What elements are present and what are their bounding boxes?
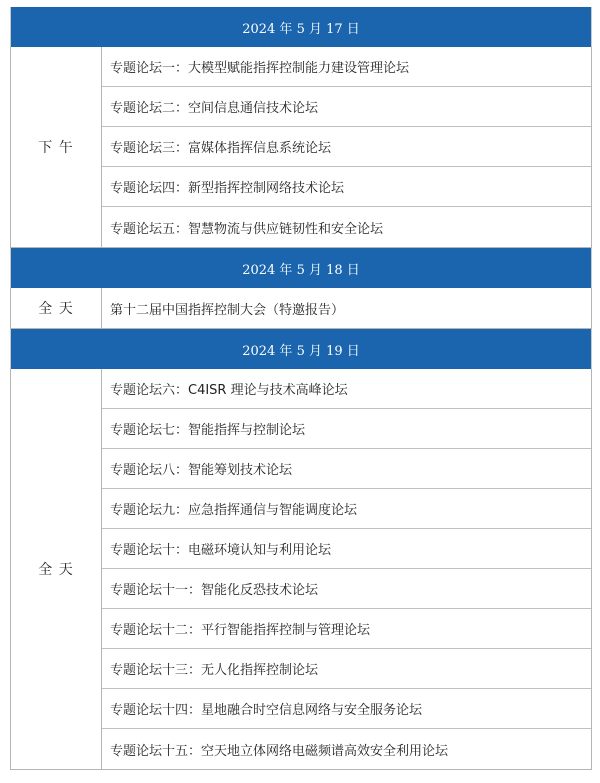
date-header-may-17: 2024 年 5 月 17 日 — [10, 7, 592, 47]
date-header-may-19: 2024 年 5 月 19 日 — [10, 329, 592, 369]
period-full-day: 全 天 — [11, 288, 102, 328]
session-row: 第十二届中国指挥控制大会（特邀报告） — [110, 302, 345, 318]
session-row: 专题论坛二：空间信息通信技术论坛 — [102, 87, 591, 127]
session-row: 专题论坛七：智能指挥与控制论坛 — [102, 409, 591, 449]
session-row: 专题论坛八：智能筹划技术论坛 — [102, 449, 591, 489]
schedule-table — [10, 7, 592, 774]
period-afternoon: 下 午 — [11, 47, 102, 247]
session-row: 专题论坛十一：智能化反恐技术论坛 — [102, 569, 591, 609]
date-header-may-18: 2024 年 5 月 18 日 — [10, 248, 592, 288]
section-may-19 — [10, 369, 592, 770]
session-row: 专题论坛十二：平行智能指挥控制与管理论坛 — [102, 609, 591, 649]
session-row: 专题论坛十五：空天地立体网络电磁频谱高效安全利用论坛 — [110, 743, 449, 759]
session-list — [102, 288, 591, 328]
session-row: 专题论坛六：C4ISR 理论与技术高峰论坛 — [102, 369, 591, 409]
session-row: 专题论坛五：智慧物流与供应链韧性和安全论坛 — [110, 221, 384, 237]
session-row: 专题论坛九：应急指挥通信与智能调度论坛 — [102, 489, 591, 529]
session-row: 专题论坛一：大模型赋能指挥控制能力建设管理论坛 — [102, 47, 591, 87]
session-row: 专题论坛四：新型指挥控制网络技术论坛 — [102, 167, 591, 207]
session-row: 专题论坛十四：星地融合时空信息网络与安全服务论坛 — [102, 689, 591, 729]
session-row: 专题论坛十：电磁环境认知与利用论坛 — [102, 529, 591, 569]
section-may-18 — [10, 288, 592, 329]
session-list — [102, 369, 591, 769]
session-row: 专题论坛十三：无人化指挥控制论坛 — [102, 649, 591, 689]
section-may-17 — [10, 47, 592, 248]
session-list — [102, 47, 591, 247]
session-row: 专题论坛三：富媒体指挥信息系统论坛 — [102, 127, 591, 167]
period-full-day: 全 天 — [11, 369, 102, 769]
